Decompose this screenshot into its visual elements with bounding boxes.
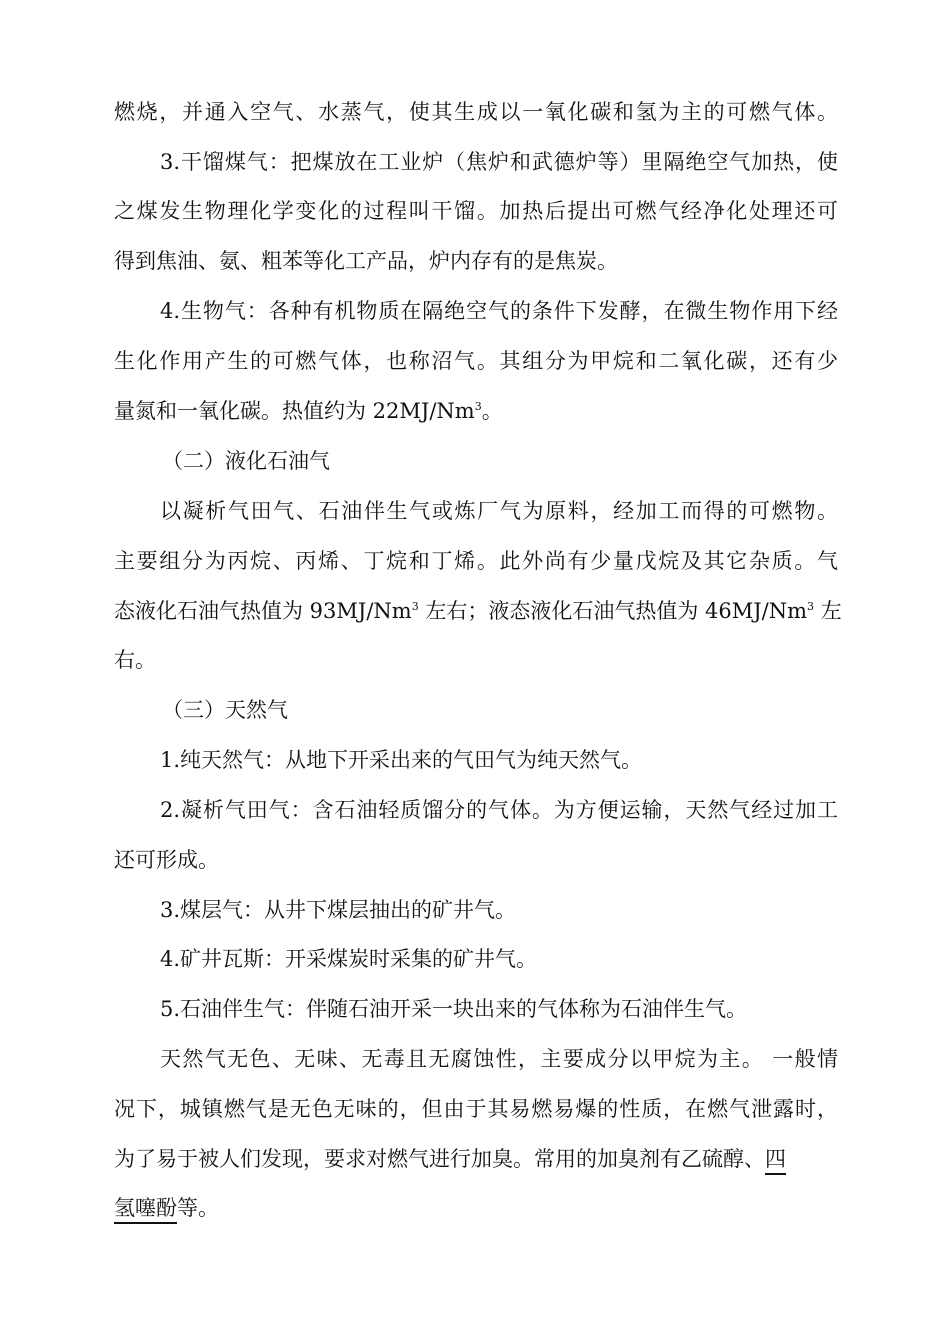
paragraph-line: 还可形成。 <box>114 848 219 872</box>
paragraph-line: 生化作用产生的可燃气体，也称沼气。其组分为甲烷和二氧化碳，还有少 <box>114 349 838 373</box>
paragraph-line <box>114 396 503 426</box>
paragraph-line: 3.煤层气：从井下煤层抽出的矿井气。 <box>160 898 517 922</box>
paragraph-line: 4.矿井瓦斯：开采煤炭时采集的矿井气。 <box>160 947 538 971</box>
paragraph-line: 得到焦油、氨、粗苯等化工产品，炉内存有的是焦炭。 <box>114 249 618 273</box>
paragraph-line: 天然气无色、无味、无毒且无腐蚀性，主要成分以甲烷为主。 一般情 <box>160 1047 838 1071</box>
paragraph-line: 况下，城镇燃气是无色无味的，但由于其易燃易爆的性质，在燃气泄露时， <box>114 1097 838 1121</box>
underlined-term: 氢噻酚 <box>114 1196 177 1224</box>
paragraph-line: 4.生物气：各种有机物质在隔绝空气的条件下发酵，在微生物作用下经 <box>160 299 838 323</box>
section-heading: （二）液化石油气 <box>162 449 330 473</box>
paragraph-line: 3.干馏煤气：把煤放在工业炉（焦炉和武德炉等）里隔绝空气加热，使 <box>160 150 838 174</box>
paragraph-line <box>114 596 842 626</box>
paragraph-line: 主要组分为丙烷、丙烯、丁烷和丁烯。此外尚有少量戊烷及其它杂质。气 <box>114 549 838 573</box>
text-run: 量氮和一氧化碳。热值约为 22MJ/Nm <box>114 399 475 423</box>
text-run: 左 <box>814 599 842 623</box>
paragraph-line: 之煤发生物理化学变化的过程叫干馏。加热后提出可燃气经净化处理还可 <box>114 199 838 223</box>
superscript: 3 <box>474 400 482 413</box>
paragraph-line: 5.石油伴生气：伴随石油开采一块出来的气体称为石油伴生气。 <box>160 997 748 1021</box>
superscript: 3 <box>411 600 419 613</box>
text-run: 左右；液态液化石油气热值为 46MJ/Nm <box>418 599 808 623</box>
text-run: 为了易于被人们发现，要求对燃气进行加臭。常用的加臭剂有乙硫醇、 <box>114 1147 765 1171</box>
paragraph-line <box>114 1193 219 1223</box>
paragraph-line: 以凝析气田气、石油伴生气或炼厂气为原料，经加工而得的可燃物。 <box>160 499 838 523</box>
section-heading: （三）天然气 <box>162 698 288 722</box>
superscript: 3 <box>807 600 815 613</box>
paragraph-line: 右。 <box>114 648 156 672</box>
text-run: 。 <box>481 399 503 423</box>
paragraph-line: 1.纯天然气：从地下开采出来的气田气为纯天然气。 <box>160 748 643 772</box>
paragraph-line: 2.凝析气田气：含石油轻质馏分的气体。为方便运输，天然气经过加工 <box>160 798 838 822</box>
paragraph-line: 燃烧，并通入空气、水蒸气，使其生成以一氧化碳和氢为主的可燃气体。 <box>114 100 838 124</box>
text-run: 等。 <box>177 1196 219 1220</box>
paragraph-line <box>114 1144 786 1174</box>
underlined-term: 四 <box>765 1147 786 1175</box>
text-run: 态液化石油气热值为 93MJ/Nm <box>114 599 412 623</box>
